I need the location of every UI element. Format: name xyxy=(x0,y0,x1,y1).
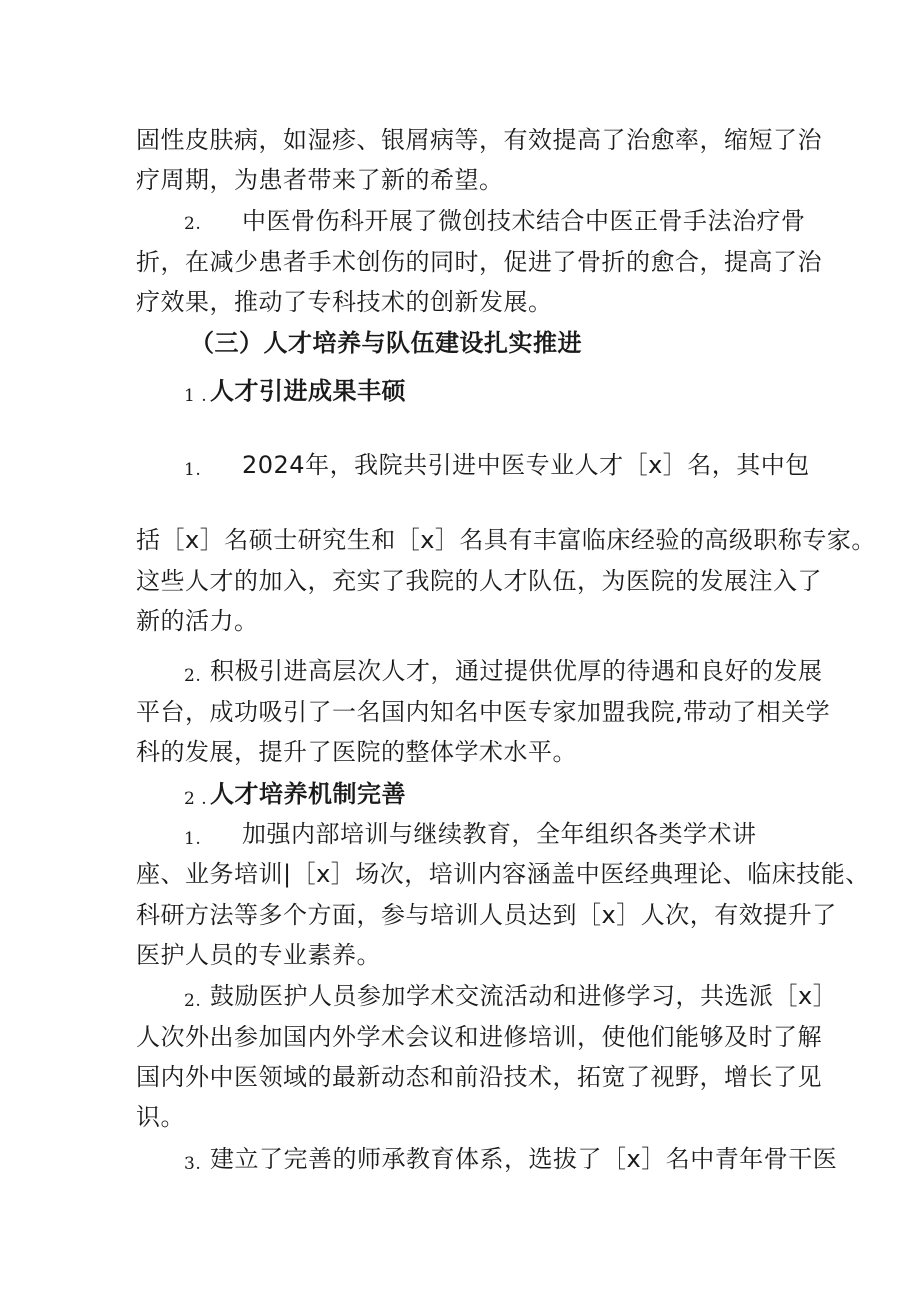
paragraph-line: 固性皮肤病，如湿疹、银屑病等，有效提高了治愈率，缩短了治 xyxy=(136,126,822,154)
paragraph-line: 折，在减少患者手术创伤的同时，促进了骨折的愈合，提高了治 xyxy=(136,248,822,276)
paragraph-line: 这些人才的加入，充实了我院的人才队伍，为医院的发展注入了 xyxy=(136,567,822,595)
paragraph-line: 人次外出参加国内外学术会议和进修培训，使他们能够及时了解 xyxy=(136,1023,822,1051)
list-marker xyxy=(184,451,201,486)
list-number: 1. xyxy=(184,829,202,849)
paragraph-line: 科的发展，提升了医院的整体学术水平。 xyxy=(136,738,577,766)
list-marker xyxy=(184,820,201,855)
paragraph-line: 医护人员的专业素养。 xyxy=(136,941,381,969)
paragraph-line: 疗周期，为患者带来了新的希望。 xyxy=(136,166,504,194)
list-number: 2. xyxy=(184,991,202,1011)
list-marker xyxy=(184,205,201,240)
paragraph-line: 疗效果，推动了专科技术的创新发展。 xyxy=(136,288,553,316)
paragraph-line: 座、业务培训|［x］场次，培训内容涵盖中医经典理论、临床技能、 xyxy=(136,860,870,888)
list-marker xyxy=(184,780,207,815)
list-number: 2 . xyxy=(184,789,208,809)
list-number: 1. xyxy=(184,460,202,480)
paragraph-line: 2024年，我院共引进中医专业人才［x］名，其中包 xyxy=(242,451,810,479)
paragraph-line: 中医骨伤科开展了微创技术结合中医正骨手法治疗骨 xyxy=(242,207,806,235)
list-number: 2. xyxy=(184,214,202,234)
list-marker xyxy=(184,657,201,692)
subsection-heading: 人才引进成果丰硕 xyxy=(210,377,406,405)
paragraph-line: 新的活力。 xyxy=(136,607,259,635)
list-number: 3. xyxy=(184,1154,202,1174)
paragraph-line: 平台，成功吸引了一名国内知名中医专家加盟我院,带动了相关学 xyxy=(136,698,831,726)
list-number: 2. xyxy=(184,666,202,686)
paragraph-line: 识。 xyxy=(136,1103,185,1131)
paragraph-line: 国内外中医领域的最新动态和前沿技术，拓宽了视野，增长了见 xyxy=(136,1063,822,1091)
paragraph-line: 括［x］名硕士研究生和［x］名具有丰富临床经验的高级职称专家。 xyxy=(136,526,876,554)
paragraph-line: 加强内部培训与继续教育，全年组织各类学术讲 xyxy=(242,820,757,848)
list-marker xyxy=(184,982,201,1017)
paragraph-line: 建立了完善的师承教育体系，选拔了［x］名中青年骨干医 xyxy=(210,1145,838,1173)
list-marker xyxy=(184,377,207,412)
list-number: 1 . xyxy=(184,386,208,406)
paragraph-line: 鼓励医护人员参加学术交流活动和进修学习，共选派［x］ xyxy=(210,982,838,1010)
paragraph-line: 积极引进高层次人才，通过提供优厚的待遇和良好的发展 xyxy=(210,657,823,685)
list-marker xyxy=(184,1145,201,1180)
paragraph-line: 科研方法等多个方面，参与培训人员达到［x］人次，有效提升了 xyxy=(136,901,837,929)
subsection-heading: 人才培养机制完善 xyxy=(210,780,406,808)
section-heading: （三）人才培养与队伍建设扎实推进 xyxy=(190,329,582,357)
